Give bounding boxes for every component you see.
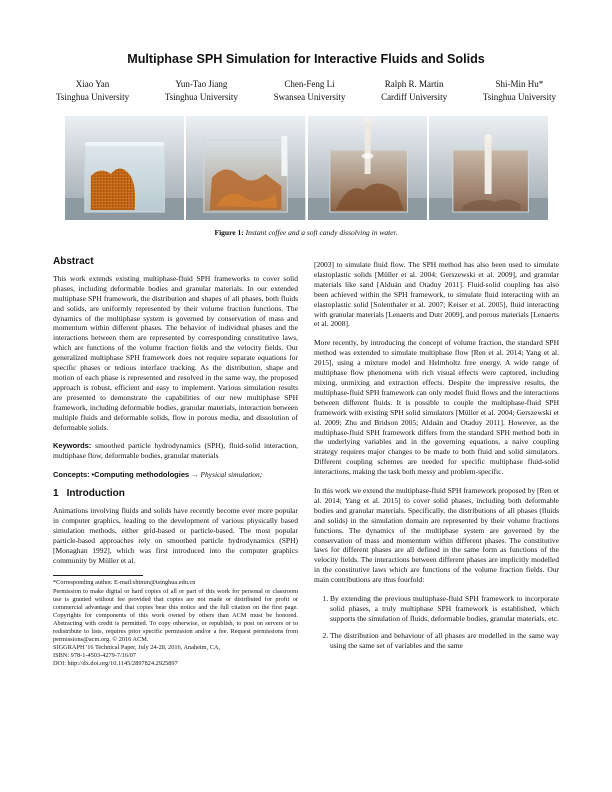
permission-notice: Permission to make digital or hard copies of all or part of this work for personal or classroom use is granted without fee provided that copies are not made or distributed for profit or commercial advantage and that copies bear this notice and the full citation on the first page. Copyrights for components of this work owned by others than ACM must be honored. Abstracting with credit is permitted. To copy otherwise, or republish, to post on servers or to redistribute to lists, requires prior specific permission and/or a fee. Request permissions from permissions@acm.org. © 2016 ACM. <box>53 587 298 644</box>
isbn: ISBN: 978-1-4503-4279-7/16/07 <box>53 652 137 660</box>
simulation-render <box>65 116 184 220</box>
figure-panel-1 <box>65 116 184 220</box>
author <box>56 78 129 104</box>
intro-heading <box>53 489 298 499</box>
corresponding-author: *Corresponding author. E-mail:shimin@tsinghua.edu.cn <box>53 579 196 587</box>
concepts-sub: Physical simulation; <box>200 470 263 480</box>
figure-caption-text: Instant coffee and a soft candy dissolving in water. <box>245 228 398 237</box>
author-affiliation: Tsinghua University <box>56 92 130 102</box>
keywords <box>53 441 298 461</box>
paragraph: In this work we extend the multiphase-fluid SPH framework proposed by [Ren et al. 2014; Yang et al. 2015] to cover solid phases, including both deformable bodies and granular materials. Specifically, the distributions of all phases (fluids and solids) in the simulation domain are represented by their volume fractions functions. The dynamics of the multiphase system are governed by the conservation of mass and momentum within different phases. The constitutive laws for different phases are all defined in the same form as functions of the velocity fields. The interactions between different phases are implicitly modelled in the constitutive laws which are functions of the volume fraction fields. Our main contributions are thus fourfold: <box>314 486 559 585</box>
paragraph: More recently, by introducing the concept of volume fraction, the standard SPH method was extended to simulate multiphase flow [Ren et al. 2014; Yang et al. 2015], using a mixture model and Helmholtz free energy. A wide range of multiphase flow phenomena with rich visual effects were captured, including mixing, unmixing and extraction effects. Despite the impressive results, the multiphase-fluid SPH framework can only model fluid flows and the interactions between different fluids. It is possible to couple the multiphase-fluid SPH framework with existing SPH solid simulators [Müller et al. 2004; Gerszewski et al. 2009; Zhu and Bridson 2005; Alduán and Otaduy 2011]. However, as the multiphase-fluid SPH framework differs from the standard SPH method both in the underlying variables and in the governing equations, a naive coupling strategy requires major changes to be made to both fluid and solid simulators. Different coupling schemes are needed for specific multiphase fluid-solid interactions, making the task both messy and problem-specific. <box>314 338 559 477</box>
section-title: Introduction <box>66 488 125 500</box>
author <box>381 78 447 104</box>
paragraph: [2003] to simulate fluid flow. The SPH method has also been used to simulate elastoplastic solids [Müller et al. 2004; Gerszewski et al. 2009], and granular materials like sand [Alduán and Otaduy 2011]. Fluid-solid coupling has also been achieved within the SPH framework, to simulate fluid interacting with an elastoplastic solid [Solenthaler et al. 2007; Keiser et al. 2005], fluid interacting with granular materials [Lenaerts and Dutr 2009], and porous materials [Lenaerts et al. 2008]. <box>314 260 559 329</box>
venue-info: SIGGRAPH '16 Technical Paper, July 24-28, 2016, Anaheim, CA, <box>53 644 221 652</box>
list-item: 1. By extending the previous multiphase-fluid SPH framework to incorporate solid phases, a truly multiphase SPH framework is established, which supports the simulation of fluids, deformable bodies, granular materials, etc. <box>330 594 559 624</box>
doi: DOI: http://dx.doi.org/10.1145/2897824.2925897 <box>53 660 178 668</box>
footnote <box>53 579 298 668</box>
concepts-main: •Computing methodologies <box>91 470 190 480</box>
author-affiliation: Tsinghua University <box>164 92 238 102</box>
author-affiliation: Swansea University <box>273 92 346 102</box>
author <box>165 78 238 104</box>
concepts-arrow: → <box>191 470 199 480</box>
author-name: Chen-Feng Li <box>284 79 335 89</box>
list-item: 2. The distribution and behaviour of all phases are modelled in the same way using the same set of variables and the same <box>330 631 559 651</box>
simulation-render <box>186 116 305 220</box>
figure-panel-2 <box>186 116 305 220</box>
author-affiliation: Tsinghua University <box>482 92 556 102</box>
author-name: Yun-Tao Jiang <box>175 79 228 89</box>
paper-title: Multiphase SPH Simulation for Interactive Fluids and Solids <box>127 52 485 66</box>
author <box>274 78 346 104</box>
footnote-rule <box>53 575 143 576</box>
author-name: Ralph R. Martin <box>384 79 444 89</box>
simulation-render <box>429 116 548 220</box>
abstract-text: This work extends existing multiphase-fluid SPH frameworks to cover solid phases, including deformable bodies and granular materials. In our extended multiphase SPH framework, the distribution and shapes of all phases, both fluids and solids, are uniformly represented by their volume fraction functions. The dynamics of the multiphase system is governed by conservation of mass and momentum within different phases. The behavior of individual phases and the interactions between them are represented by corresponding constitutive laws, which are functions of the volume fraction fields and the velocity fields. Our generalized multiphase SPH framework does not require separate equations for specific phases or tedious interface tracking. As the distribution, shape and motion of each phase is represented and resolved in the same way, the proposed approach is robust, efficient and easy to implement. Various simulation results are presented to demonstrate the capabilities of our new multiphase SPH framework, including deformable bodies, granular materials, interaction between multiple fluids and deformable solids, flow in porous media, and dissolution of deformable solids. <box>53 273 298 432</box>
figure-panel-4 <box>429 116 548 220</box>
abstract-heading: Abstract <box>53 256 94 267</box>
keywords-label: Keywords: <box>53 441 92 451</box>
contribution-list <box>314 594 559 651</box>
figure-label: Figure 1: <box>214 228 244 237</box>
intro-text: Animations involving fluids and solids have recently become ever more popular in computer graphics, leading to the development of various physically based simulation methods, either grid-based or particle-based. The most popular particle-based approaches rely on smoothed particle hydrodynamics (SPH) [Monaghan 1992], which was first introduced into the computer graphics community by Müller et al. <box>53 506 298 565</box>
ccs-concepts <box>53 470 298 480</box>
author-name: Xiao Yan <box>75 79 110 89</box>
figure-caption <box>0 228 612 237</box>
author <box>483 78 556 104</box>
author-list <box>56 78 556 104</box>
figure-panel-3 <box>308 116 427 220</box>
author-name: Shi-Min Hu* <box>495 79 544 89</box>
concepts-label: Concepts: <box>53 470 90 480</box>
keywords-text: smoothed particle hydrodynamics (SPH), fluid-solid interaction, multiphase flow, deformable bodies, granular materials <box>53 441 298 461</box>
author-affiliation: Cardiff University <box>381 92 448 102</box>
left-column <box>53 257 298 669</box>
simulation-render <box>308 116 427 220</box>
right-column <box>314 260 559 658</box>
teaser-figure <box>65 116 548 220</box>
section-number: 1 <box>53 488 59 500</box>
